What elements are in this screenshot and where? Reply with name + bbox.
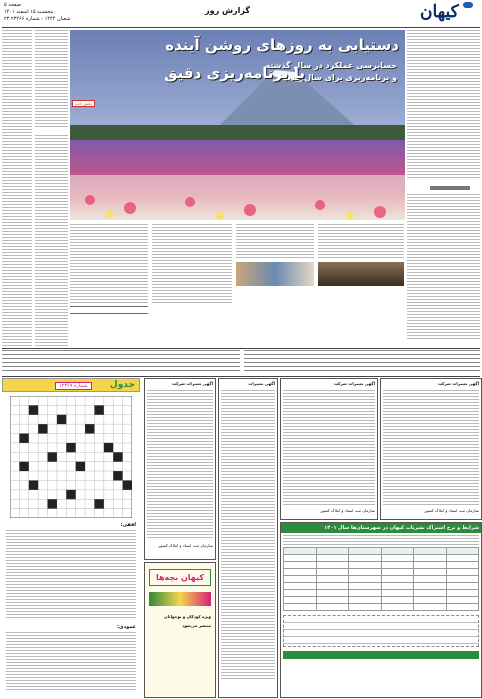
masthead-rule — [2, 27, 480, 28]
table-cell — [349, 604, 382, 611]
author-tag: بخش ادب — [72, 100, 95, 107]
ad-block-3 — [280, 378, 378, 520]
logo: کیهان — [420, 2, 459, 22]
table-cell — [349, 562, 382, 569]
table-cell — [414, 590, 447, 597]
ad-4-signature: سازمان ثبت اسناد و املاک کشور — [424, 508, 479, 513]
table-cell — [284, 562, 317, 569]
table-row — [284, 555, 479, 562]
table-cell — [381, 590, 414, 597]
black-cell — [19, 462, 28, 471]
subscription-heading: شرایط و نرخ اشتراک نشریات کیهان در شهرستان‌ها سال ۱۴۰۱ — [281, 523, 481, 533]
subscription-form — [283, 615, 479, 647]
black-cell — [48, 452, 57, 461]
table-row — [284, 583, 479, 590]
mid-rule — [2, 348, 480, 349]
black-cell — [38, 424, 47, 433]
table-cell — [349, 569, 382, 576]
table-cell — [381, 555, 414, 562]
flower-field-photo — [70, 30, 405, 220]
left-text-column-1 — [2, 30, 32, 348]
across-clues — [6, 530, 136, 620]
black-cell — [85, 424, 94, 433]
table-cell — [349, 590, 382, 597]
table-cell — [414, 597, 447, 604]
summary-rule — [2, 376, 480, 377]
subscription-intro — [283, 535, 479, 545]
table-cell — [349, 597, 382, 604]
black-cell — [76, 462, 85, 471]
date-line-2: ۲۳ شعبان ۱۴۴۴ - شماره ۲۳۲۶۶ — [4, 16, 71, 22]
right-text-column-lower — [407, 194, 480, 340]
table-cell — [349, 583, 382, 590]
hero-subhead-1: حسابرسی عملکرد در سال گذشته — [265, 61, 397, 70]
black-cell — [123, 480, 132, 489]
table-cell — [381, 576, 414, 583]
summary-band-right — [244, 350, 480, 372]
table-cell — [446, 583, 479, 590]
promo-line-2: منتشر می‌شود — [182, 623, 211, 628]
table-cell — [316, 590, 349, 597]
down-label: عمودی: — [116, 624, 136, 630]
table-cell — [381, 604, 414, 611]
crossword-number: شماره ۱۲۳۶۹ — [55, 382, 92, 390]
table-cell — [446, 548, 479, 555]
hero-headline-1: دستیابی به روزهای روشن آینده — [165, 36, 399, 54]
table-cell — [316, 583, 349, 590]
crossword-title: جدول — [109, 380, 135, 390]
table-cell — [446, 576, 479, 583]
article-column-d — [318, 224, 404, 260]
crossword-header — [2, 378, 140, 392]
table-cell — [316, 562, 349, 569]
table-row — [284, 590, 479, 597]
black-cell — [104, 443, 113, 452]
black-cell — [57, 415, 66, 424]
promo-stripe — [149, 592, 211, 606]
table-cell — [446, 555, 479, 562]
left-text-column-2 — [35, 30, 68, 348]
table-cell — [316, 597, 349, 604]
black-cell — [94, 405, 103, 414]
table-cell — [316, 576, 349, 583]
table-cell — [316, 604, 349, 611]
black-cell — [29, 405, 38, 414]
promo-kayhan-bachcheha — [144, 562, 216, 698]
summary-band-left — [2, 350, 240, 372]
table-cell — [284, 590, 317, 597]
black-cell — [66, 443, 75, 452]
table-cell — [414, 562, 447, 569]
table-cell — [381, 548, 414, 555]
black-cell — [29, 480, 38, 489]
ad-block-2 — [218, 378, 278, 698]
page-label: صفحه ۵ — [4, 2, 21, 8]
table-cell — [414, 548, 447, 555]
ad-4-body — [383, 390, 479, 505]
hero-image — [70, 30, 405, 220]
ad-3-title: آگهی تغییرات شرکت — [333, 381, 375, 386]
table-cell — [284, 576, 317, 583]
ad-2-title: آگهی تغییرات — [248, 381, 275, 386]
table-row — [284, 604, 479, 611]
table-row — [284, 548, 479, 555]
crossword-section — [2, 378, 140, 696]
table-cell — [414, 583, 447, 590]
table-cell — [284, 548, 317, 555]
black-cell — [48, 499, 57, 508]
ad-2-body — [221, 390, 275, 680]
right-text-column — [407, 30, 480, 180]
table-cell — [316, 555, 349, 562]
promo-title: کیهان بچه‌ها — [149, 569, 211, 586]
table-cell — [284, 597, 317, 604]
promo-line-1: ویژه کودکان و نوجوانان — [164, 614, 211, 619]
article-column-b — [152, 224, 232, 304]
table-cell — [349, 576, 382, 583]
table-cell — [284, 569, 317, 576]
inset-photo — [236, 262, 314, 286]
portrait-photo — [318, 262, 404, 286]
subscription-footer — [283, 651, 479, 659]
table-cell — [381, 569, 414, 576]
article-column-a — [70, 224, 148, 304]
table-cell — [414, 604, 447, 611]
ad-1-body — [147, 390, 213, 540]
pull-quote — [70, 306, 148, 314]
table-cell — [446, 604, 479, 611]
hero-subhead-2: و برنامه‌ریزی برای سال جدید — [283, 73, 397, 82]
ad-3-signature: سازمان ثبت اسناد و املاک کشور — [320, 508, 375, 513]
table-cell — [446, 597, 479, 604]
table-cell — [316, 569, 349, 576]
table-cell — [284, 604, 317, 611]
masthead — [0, 0, 482, 26]
ad-1-signature: سازمان ثبت اسناد و املاک کشور — [158, 543, 213, 548]
table-row — [284, 597, 479, 604]
black-cell — [113, 452, 122, 461]
black-cell — [19, 434, 28, 443]
table-cell — [446, 569, 479, 576]
article-column-c — [236, 224, 314, 260]
table-cell — [284, 583, 317, 590]
ad-1-title: آگهی تغییرات شرکت — [171, 381, 213, 386]
ad-block-1 — [144, 378, 216, 560]
table-cell — [381, 562, 414, 569]
table-cell — [446, 562, 479, 569]
table-cell — [284, 555, 317, 562]
table-cell — [414, 576, 447, 583]
table-cell — [316, 548, 349, 555]
table-cell — [414, 569, 447, 576]
table-row — [284, 569, 479, 576]
table-cell — [381, 583, 414, 590]
black-cell — [113, 471, 122, 480]
table-cell — [446, 590, 479, 597]
ad-4-title: آگهی تغییرات شرکت — [437, 381, 479, 386]
subscription-section — [280, 522, 482, 698]
left-subhead — [35, 128, 68, 134]
ad-block-4 — [380, 378, 482, 520]
logo-badge-icon — [463, 2, 473, 8]
table-row — [284, 576, 479, 583]
table-cell — [414, 555, 447, 562]
across-label: افقی: — [120, 522, 136, 528]
section-title: گزارش روز — [205, 6, 250, 15]
ad-3-body — [283, 390, 375, 505]
black-cell — [66, 490, 75, 499]
down-clues — [6, 632, 136, 692]
date-line-1: پنجشنبه ۱۵ اسفند ۱۴۰۱ — [4, 9, 54, 15]
subscription-table — [283, 547, 479, 611]
hero-headline-2: با برنامه‌ریزی دقیق — [164, 64, 305, 82]
table-cell — [381, 597, 414, 604]
table-cell — [349, 555, 382, 562]
table-cell — [349, 548, 382, 555]
black-cell — [94, 499, 103, 508]
crossword-grid — [10, 396, 132, 518]
right-text-column-subhead — [430, 186, 470, 190]
table-row — [284, 562, 479, 569]
